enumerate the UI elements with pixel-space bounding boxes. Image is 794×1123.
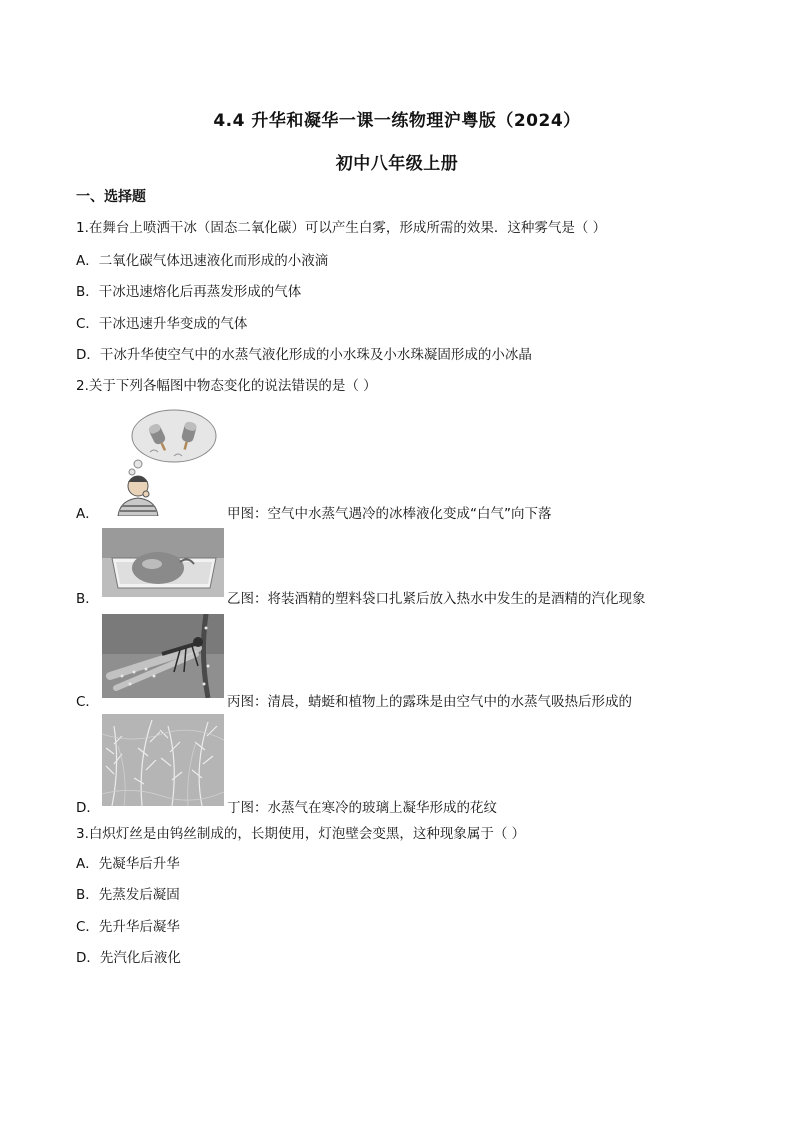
q2-option-b-letter: B． [76, 591, 99, 607]
dragonfly-dew-image [102, 614, 224, 698]
q1-option-a: A．二氧化碳气体迅速液化而形成的小液滴 [76, 253, 329, 269]
document-title: 4.4 升华和凝华一课一练物理沪粤版（2024） [213, 111, 581, 131]
q3-option-b: B．先蒸发后凝固 [76, 887, 180, 903]
frost-pattern-glass-image [102, 714, 224, 806]
q2-option-a-letter: A． [76, 506, 99, 522]
q3-option-c: C．先升华后凝华 [76, 919, 180, 935]
q2-option-d-text: 丁图：水蒸气在寒冷的玻璃上凝华形成的花纹 [227, 800, 497, 816]
q3-option-a: A．先凝华后升华 [76, 856, 180, 872]
q1-option-d: D．干冰升华使空气中的水蒸气液化形成的小水珠及小水珠凝固形成的小冰晶 [76, 347, 532, 363]
q2-option-c-letter: C． [76, 694, 99, 710]
boy-thinking-ice-pop-image [102, 406, 224, 516]
q1-option-b: B．干冰迅速熔化后再蒸发形成的气体 [76, 284, 302, 300]
q2-option-c-text: 丙图：清晨，蜻蜓和植物上的露珠是由空气中的水蒸气吸热后形成的 [227, 694, 632, 710]
q2-stem: 2.关于下列各幅图中物态变化的说法错误的是（ ） [76, 378, 377, 394]
q3-stem: 3.白炽灯丝是由钨丝制成的，长期使用，灯泡壁会变黑，这种现象属于（ ） [76, 826, 526, 842]
q2-option-d-letter: D． [76, 800, 100, 816]
q1-option-c: C．干冰迅速升华变成的气体 [76, 316, 248, 332]
q2-option-a-text: 甲图：空气中水蒸气遇冷的冰棒液化变成“白气”向下落 [227, 506, 552, 522]
plastic-bag-hot-water-image [102, 528, 224, 597]
document-subtitle: 初中八年级上册 [335, 154, 459, 174]
section-heading: 一、选择题 [76, 189, 146, 205]
q3-option-d: D．先汽化后液化 [76, 950, 181, 966]
q1-stem: 1.在舞台上喷洒干冰（固态二氧化碳）可以产生白雾，形成所需的效果．这种雾气是（ ） [76, 220, 607, 236]
q2-option-b-text: 乙图：将装酒精的塑料袋口扎紧后放入热水中发生的是酒精的汽化现象 [227, 591, 646, 607]
